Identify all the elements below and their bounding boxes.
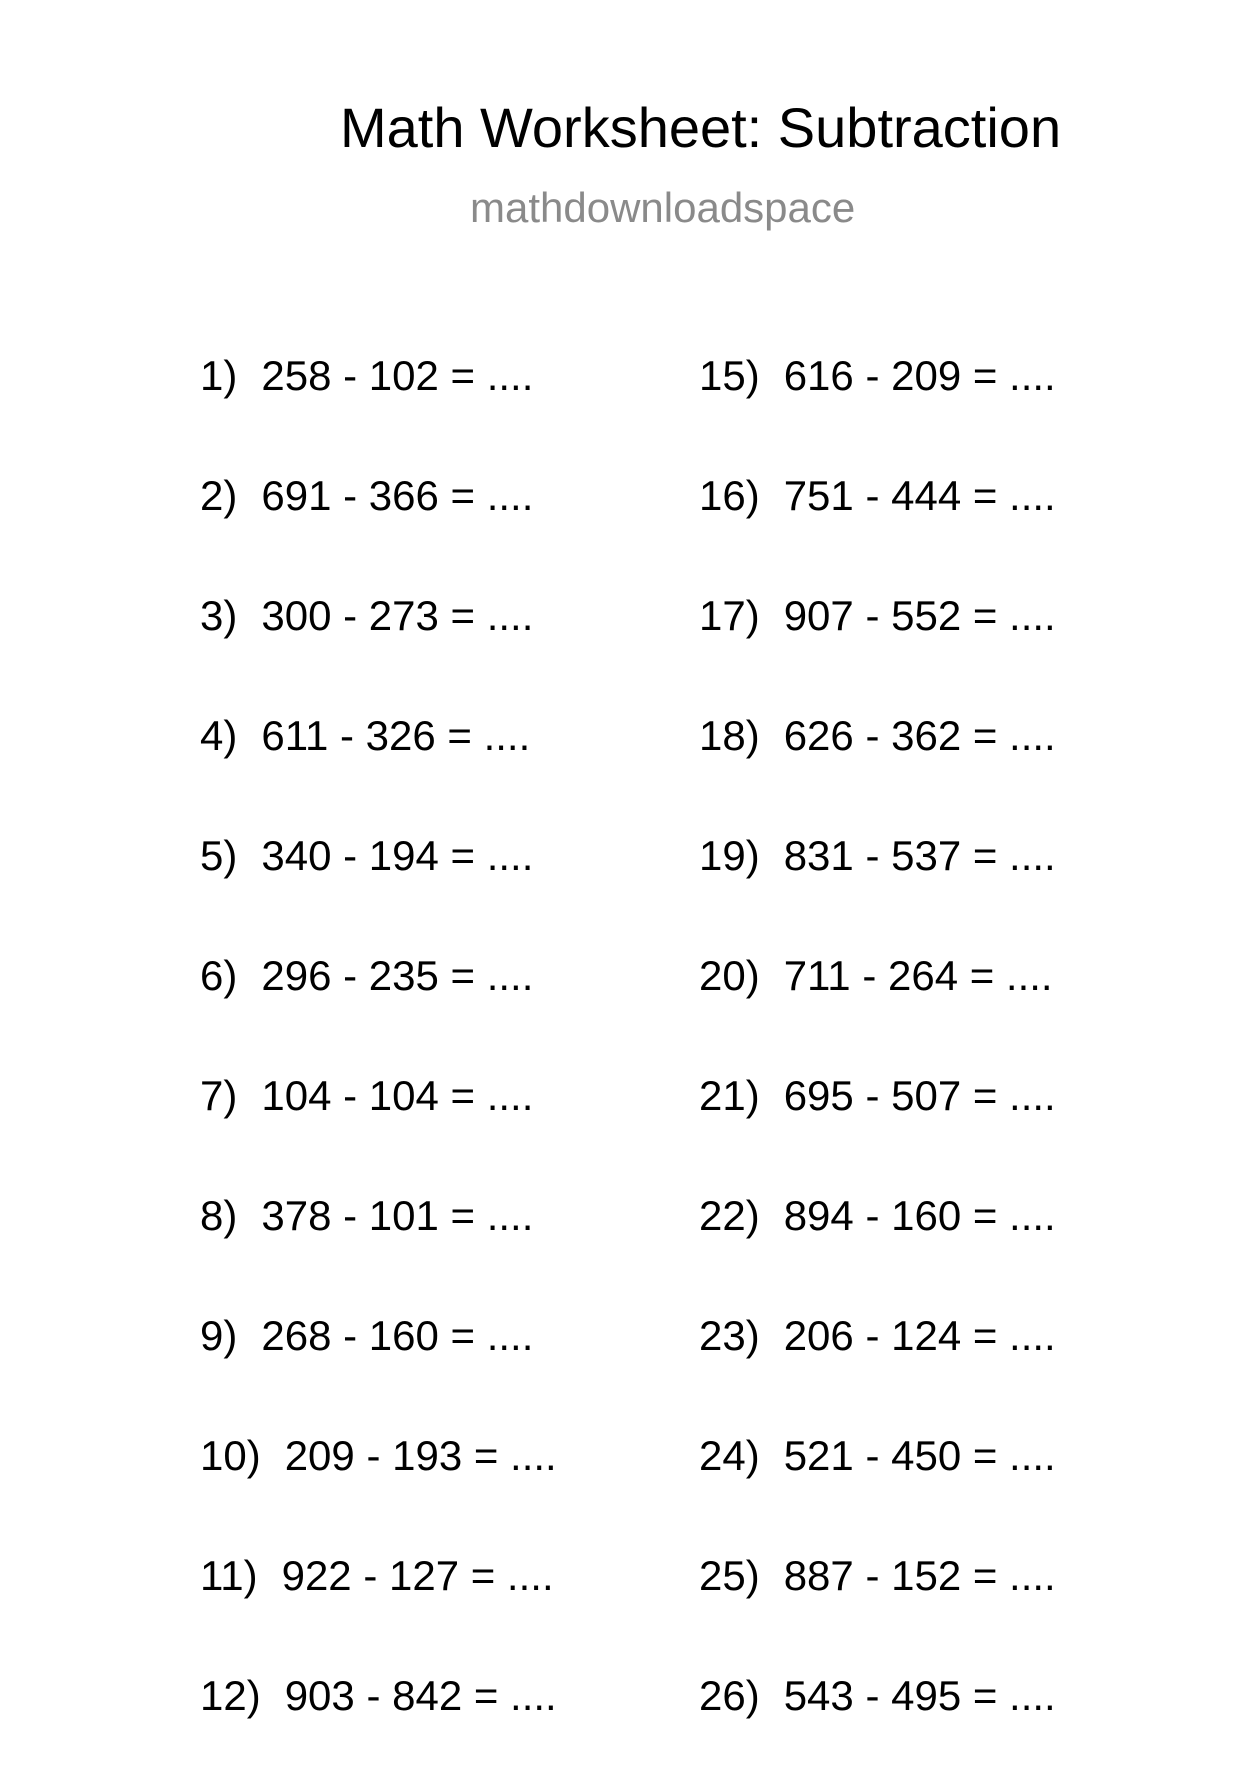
problem-expression: 268 - 160 = .... — [261, 1312, 534, 1359]
problem-expression: 751 - 444 = .... — [783, 472, 1056, 519]
problem-expression: 611 - 326 = .... — [261, 712, 531, 759]
problem-item — [200, 1192, 700, 1312]
problem-item — [200, 1432, 700, 1552]
problem-item — [200, 1552, 700, 1672]
problem-item — [200, 352, 700, 472]
problem-number: 25) — [699, 1552, 760, 1599]
problem-item — [200, 592, 700, 712]
problem-item — [200, 952, 700, 1072]
problem-expression: 887 - 152 = .... — [783, 1552, 1056, 1599]
problem-item — [699, 832, 1199, 952]
problem-item — [699, 1312, 1199, 1432]
problem-number: 8) — [200, 1192, 238, 1239]
worksheet-title: Math Worksheet: Subtraction — [340, 96, 1062, 159]
problem-expression: 894 - 160 = .... — [783, 1192, 1056, 1239]
problem-number: 1) — [200, 352, 238, 399]
problem-number: 10) — [200, 1432, 261, 1479]
problem-item — [200, 1312, 700, 1432]
problem-item — [699, 1072, 1199, 1192]
problem-expression: 296 - 235 = .... — [261, 952, 534, 999]
problem-number: 12) — [200, 1672, 261, 1719]
problem-expression: 340 - 194 = .... — [261, 832, 534, 879]
problem-expression: 691 - 366 = .... — [261, 472, 534, 519]
problem-expression: 258 - 102 = .... — [261, 352, 534, 399]
problem-expression: 695 - 507 = .... — [783, 1072, 1056, 1119]
problem-expression: 922 - 127 = .... — [281, 1552, 554, 1599]
problem-number: 24) — [699, 1432, 760, 1479]
problem-expression: 711 - 264 = .... — [783, 952, 1053, 999]
problem-item — [200, 1672, 700, 1792]
problem-number: 20) — [699, 952, 760, 999]
problem-item — [200, 472, 700, 592]
problem-number: 5) — [200, 832, 238, 879]
problems-right-column — [699, 352, 1199, 1792]
problem-number: 17) — [699, 592, 760, 639]
problem-expression: 907 - 552 = .... — [783, 592, 1056, 639]
problem-expression: 300 - 273 = .... — [261, 592, 534, 639]
problem-item — [200, 832, 700, 952]
problem-item — [699, 1552, 1199, 1672]
problem-item — [699, 712, 1199, 832]
problem-number: 11) — [200, 1552, 258, 1599]
worksheet-subtitle: mathdownloadspace — [470, 184, 856, 231]
problem-expression: 626 - 362 = .... — [783, 712, 1056, 759]
problem-number: 22) — [699, 1192, 760, 1239]
problem-item — [699, 1432, 1199, 1552]
problem-expression: 543 - 495 = .... — [783, 1672, 1056, 1719]
problem-expression: 104 - 104 = .... — [261, 1072, 534, 1119]
problem-number: 26) — [699, 1672, 760, 1719]
problem-number: 3) — [200, 592, 238, 639]
problem-expression: 378 - 101 = .... — [261, 1192, 534, 1239]
problem-expression: 616 - 209 = .... — [783, 352, 1056, 399]
problem-item — [200, 1072, 700, 1192]
problem-number: 19) — [699, 832, 760, 879]
problem-number: 23) — [699, 1312, 760, 1359]
problem-expression: 831 - 537 = .... — [783, 832, 1056, 879]
problem-number: 16) — [699, 472, 760, 519]
problem-expression: 206 - 124 = .... — [783, 1312, 1056, 1359]
problem-expression: 521 - 450 = .... — [783, 1432, 1056, 1479]
problem-item — [699, 1672, 1199, 1792]
problems-left-column — [200, 352, 700, 1792]
problem-expression: 209 - 193 = .... — [284, 1432, 557, 1479]
problem-item — [200, 712, 700, 832]
problem-number: 4) — [200, 712, 238, 759]
problem-number: 15) — [699, 352, 760, 399]
problem-item — [699, 352, 1199, 472]
problem-number: 18) — [699, 712, 760, 759]
problem-item — [699, 1192, 1199, 1312]
problem-number: 2) — [200, 472, 238, 519]
problem-item — [699, 592, 1199, 712]
problem-expression: 903 - 842 = .... — [284, 1672, 557, 1719]
problem-number: 6) — [200, 952, 238, 999]
problem-number: 9) — [200, 1312, 238, 1359]
problem-item — [699, 472, 1199, 592]
problem-number: 21) — [699, 1072, 760, 1119]
problem-item — [699, 952, 1199, 1072]
problem-number: 7) — [200, 1072, 238, 1119]
